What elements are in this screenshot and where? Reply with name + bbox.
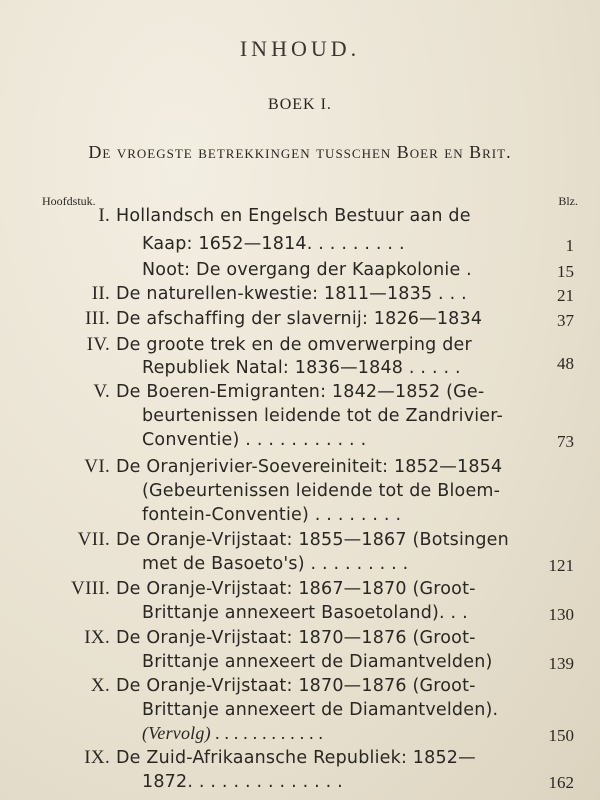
chapter-title-line: Republiek Natal: 1836—1848 . . . . . <box>142 358 461 378</box>
chapter-title-line: De groote trek en de omverwerping der <box>116 335 472 355</box>
column-header-page: Blz. <box>558 194 578 208</box>
chapter-title-line: De Oranje-Vrijstaat: 1867—1870 (Groot- <box>116 579 476 599</box>
chapter-title-line: (Gebeurtenissen leidende tot de Bloem- <box>142 481 501 501</box>
page-number: 162 <box>548 773 574 792</box>
page-number: 121 <box>548 556 574 575</box>
column-header-chapter: Hoofdstuk. <box>42 194 96 208</box>
page-number: 1 <box>565 236 574 255</box>
chapter-number: IX. <box>84 747 110 768</box>
chapter-number: VI. <box>84 456 110 477</box>
chapter-number: X. <box>90 675 110 696</box>
chapter-title-line: Brittanje annexeert de Diamantvelden). <box>142 700 499 720</box>
page-number: 48 <box>557 354 574 373</box>
chapter-title-line: Brittanje annexeert de Diamantvelden) <box>142 652 493 672</box>
chapter-title-line: De Oranje-Vrijstaat: 1870—1876 (Groot- <box>116 628 476 648</box>
chapter-title-line: De naturellen-kwestie: 1811—1835 . . . <box>116 284 467 304</box>
book-subtitle: De vroegste betrekkingen tusschen Boer en Brit. <box>88 142 512 162</box>
chapter-number: IX. <box>84 627 110 648</box>
page-number: 73 <box>557 432 574 451</box>
chapter-title-line: De Oranje-Vrijstaat: 1855—1867 (Botsingen <box>116 530 509 550</box>
chapter-title-line: fontein-Conventie) . . . . . . . . <box>142 505 402 525</box>
chapter-title-line: De afschaffing der slavernij: 1826—1834 <box>116 309 483 329</box>
chapter-number: IV. <box>86 334 110 355</box>
page-number: 15 <box>557 262 574 281</box>
chapter-title-line: De Oranje-Vrijstaat: 1870—1876 (Groot- <box>116 676 476 696</box>
chapter-title-line: Hollandsch en Engelsch Bestuur aan de <box>116 206 471 226</box>
chapter-title-line: 1872. . . . . . . . . . . . . . <box>142 772 343 792</box>
chapter-number: VII. <box>77 529 110 550</box>
page-number: 21 <box>557 286 574 305</box>
chapter-title-line: De Oranjerivier-Soevereiniteit: 1852—1854 <box>116 457 503 477</box>
chapter-title-line: De Zuid-Afrikaansche Republiek: 1852— <box>116 748 476 768</box>
book-heading: BOEK I. <box>268 96 332 113</box>
page-number: 139 <box>548 654 574 673</box>
chapter-number: III. <box>85 308 110 329</box>
chapter-title-line: met de Basoeto's) . . . . . . . . . <box>142 554 409 574</box>
page-number: 150 <box>548 726 574 745</box>
chapter-title-line: (Vervolg) . . . . . . . . . . . . <box>142 723 324 743</box>
chapter-title-line: Brittanje annexeert Basoetoland). . . <box>142 603 468 623</box>
chapter-title-line: beurtenissen leidende tot de Zandrivier- <box>142 406 504 426</box>
chapter-title-line: Noot: De overgang der Kaapkolonie . <box>142 260 472 280</box>
page-number: 130 <box>548 605 574 624</box>
chapter-title-line: Conventie) . . . . . . . . . . . <box>142 430 367 450</box>
chapter-title-line: Kaap: 1652—1814. . . . . . . . . <box>142 234 405 254</box>
chapter-number: VIII. <box>71 578 110 599</box>
chapter-number: I. <box>98 205 110 226</box>
chapter-number: V. <box>93 381 110 402</box>
chapter-title-line: De Boeren-Emigranten: 1842—1852 (Ge- <box>116 382 485 402</box>
chapter-number: II. <box>91 283 110 304</box>
page-number: 37 <box>557 311 574 330</box>
page-title: INHOUD. <box>239 36 361 61</box>
